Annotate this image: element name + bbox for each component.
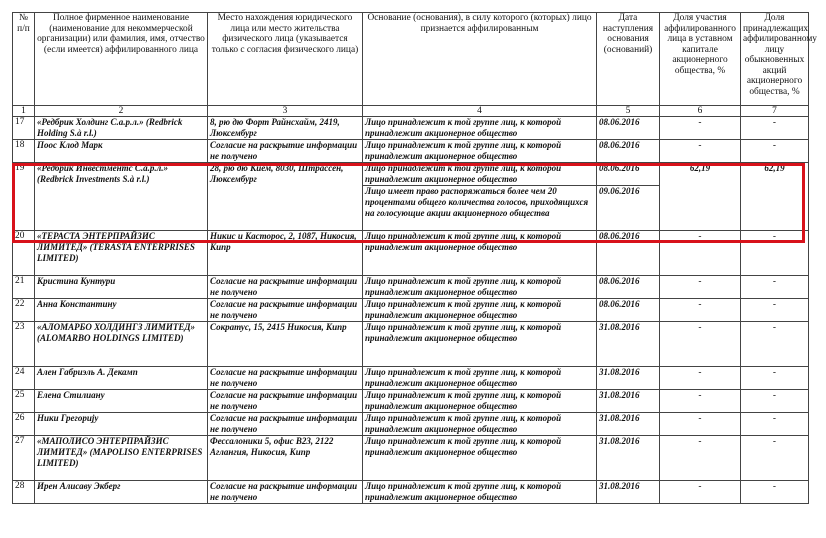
affiliate-location: Никис и Касторос, 2, 1087, Никосия, Кипр xyxy=(208,231,363,276)
affiliation-basis: Лицо принадлежит к той группе лиц, к которой принадлежит акционерное общество xyxy=(363,413,597,436)
affiliate-name: «Редбрик Холдинг С.а.р.л.» (Redbrick Holding S.à r.l.) xyxy=(35,117,208,140)
affiliation-basis: Лицо принадлежит к той группе лиц, к которой принадлежит акционерное общество xyxy=(363,481,597,504)
share-stock: 62,19 xyxy=(741,163,809,231)
basis-date: 31.08.2016 xyxy=(597,322,660,367)
affiliate-name: Ален Габриэль А. Декамп xyxy=(35,367,208,390)
affiliate-location: Согласие на раскрытие информации не получено xyxy=(208,367,363,390)
header-location: Место нахождения юридического лица или место жительства физического лица (указывается только с согласия физического лица) xyxy=(208,13,363,106)
table-row xyxy=(13,322,809,367)
header-share-capital: Доля участия аффилированного лица в уставном капитале акционерного общества, % xyxy=(660,13,741,106)
row-number: 26 xyxy=(13,413,35,436)
affiliate-location: 28, рю дю Кием, 8030, Штрассен, Люксембург xyxy=(208,163,363,231)
affiliation-basis: Лицо принадлежит к той группе лиц, к которой принадлежит акционерное общество xyxy=(363,231,597,276)
row-number: 17 xyxy=(13,117,35,140)
share-capital: - xyxy=(660,413,741,436)
header-share-stock: Доля принадлежащих аффилированному лицу обыкновенных акций акционерного общества, % xyxy=(741,13,809,106)
affiliation-basis: Лицо принадлежит к той группе лиц, к которой принадлежит акционерное общество xyxy=(363,367,597,390)
table-row xyxy=(13,163,809,186)
affiliate-location: 8, рю дю Форт Райнсхайм, 2419, Люксембург xyxy=(208,117,363,140)
basis-date: 08.06.2016 xyxy=(597,140,660,163)
share-stock: - xyxy=(741,299,809,322)
row-number: 23 xyxy=(13,322,35,367)
share-stock: - xyxy=(741,231,809,276)
share-capital: - xyxy=(660,140,741,163)
affiliate-name: Анна Константину xyxy=(35,299,208,322)
share-stock: - xyxy=(741,481,809,504)
affiliate-name: «ТЕРАСТА ЭНТЕРПРАЙЗИС ЛИМИТЕД» (TERASTA ENTERPRISES LIMITED) xyxy=(35,231,208,276)
table-row xyxy=(13,299,809,322)
column-number: 7 xyxy=(741,106,809,117)
row-number: 27 xyxy=(13,436,35,481)
share-capital: - xyxy=(660,322,741,367)
affiliate-name: Поос Клод Марк xyxy=(35,140,208,163)
row-number: 21 xyxy=(13,276,35,299)
share-capital: - xyxy=(660,481,741,504)
affiliate-location: Согласие на раскрытие информации не получено xyxy=(208,140,363,163)
column-number: 2 xyxy=(35,106,208,117)
share-capital: - xyxy=(660,117,741,140)
header-row xyxy=(13,13,809,106)
affiliate-name: Ники Грегорију xyxy=(35,413,208,436)
affiliation-basis: Лицо принадлежит к той группе лиц, к которой принадлежит акционерное общество xyxy=(363,117,597,140)
affiliate-name: «МАПОЛИСО ЭНТЕРПРАЙЗИС ЛИМИТЕД» (MAPOLISO ENTERPRISES LIMITED) xyxy=(35,436,208,481)
affiliation-basis: Лицо принадлежит к той группе лиц, к которой принадлежит акционерное общество xyxy=(363,140,597,163)
column-number-row xyxy=(13,106,809,117)
share-stock: - xyxy=(741,276,809,299)
affiliate-location: Согласие на раскрытие информации не получено xyxy=(208,299,363,322)
affiliate-location: Согласие на раскрытие информации не получено xyxy=(208,390,363,413)
affiliates-table xyxy=(12,12,817,504)
affiliate-location: Сократус, 15, 2415 Никосия, Кипр xyxy=(208,322,363,367)
header-name: Полное фирменное наименование (наименование для некоммерческой организации) или фамилия, имя, отчество (если имеется) аффилированного лица xyxy=(35,13,208,106)
affiliate-name: Кристина Кунтури xyxy=(35,276,208,299)
affiliate-name: «АЛОМАРБО ХОЛДИНГЗ ЛИМИТЕД» (ALOMARBO HOLDINGS LIMITED) xyxy=(35,322,208,367)
affiliate-location: Согласие на раскрытие информации не получено xyxy=(208,276,363,299)
affiliate-location: Фессалоники 5, офис В23, 2122 Аглангия, Никосия, Кипр xyxy=(208,436,363,481)
affiliate-name: «Редбрик Инвестментс С.а.р.л.» (Redbrick Investments S.à r.l.) xyxy=(35,163,208,231)
affiliation-basis: Лицо имеет право распоряжаться более чем 20 процентами общего количества голосов, приходящихся на голосующие акции акционерного общества xyxy=(363,186,597,231)
affiliate-location: Согласие на раскрытие информации не получено xyxy=(208,413,363,436)
share-capital: - xyxy=(660,231,741,276)
table-row xyxy=(13,481,809,504)
column-number: 6 xyxy=(660,106,741,117)
basis-date: 08.06.2016 xyxy=(597,117,660,140)
affiliate-name: Елена Стилиану xyxy=(35,390,208,413)
share-stock: - xyxy=(741,367,809,390)
share-capital: 62,19 xyxy=(660,163,741,231)
table-row xyxy=(13,117,809,140)
table-row xyxy=(13,413,809,436)
header-date: Дата наступления основания (оснований) xyxy=(597,13,660,106)
basis-date: 09.06.2016 xyxy=(597,186,660,231)
basis-date: 08.06.2016 xyxy=(597,276,660,299)
row-number: 20 xyxy=(13,231,35,276)
basis-date: 31.08.2016 xyxy=(597,481,660,504)
row-number: 28 xyxy=(13,481,35,504)
affiliation-basis: Лицо принадлежит к той группе лиц, к которой принадлежит акционерное общество xyxy=(363,163,597,186)
share-capital: - xyxy=(660,390,741,413)
share-capital: - xyxy=(660,436,741,481)
basis-date: 31.08.2016 xyxy=(597,367,660,390)
basis-date: 31.08.2016 xyxy=(597,390,660,413)
table-row xyxy=(13,390,809,413)
column-number: 4 xyxy=(363,106,597,117)
row-number: 18 xyxy=(13,140,35,163)
row-number: 22 xyxy=(13,299,35,322)
table-row xyxy=(13,367,809,390)
table-row xyxy=(13,276,809,299)
share-capital: - xyxy=(660,299,741,322)
table-row xyxy=(13,436,809,481)
share-capital: - xyxy=(660,367,741,390)
row-number: 25 xyxy=(13,390,35,413)
affiliation-basis: Лицо принадлежит к той группе лиц, к которой принадлежит акционерное общество xyxy=(363,436,597,481)
header-basis: Основание (основания), в силу которого (которых) лицо признается аффилированным xyxy=(363,13,597,106)
basis-date: 31.08.2016 xyxy=(597,413,660,436)
share-stock: - xyxy=(741,322,809,367)
basis-date: 08.06.2016 xyxy=(597,163,660,186)
share-stock: - xyxy=(741,140,809,163)
share-stock: - xyxy=(741,117,809,140)
basis-date: 08.06.2016 xyxy=(597,231,660,276)
column-number: 1 xyxy=(13,106,35,117)
affiliate-name: Ирен Алисаву Экберг xyxy=(35,481,208,504)
affiliation-basis: Лицо принадлежит к той группе лиц, к которой принадлежит акционерное общество xyxy=(363,299,597,322)
affiliate-location: Согласие на раскрытие информации не получено xyxy=(208,481,363,504)
table-row xyxy=(13,231,809,276)
table-row xyxy=(13,140,809,163)
affiliation-basis: Лицо принадлежит к той группе лиц, к которой принадлежит акционерное общество xyxy=(363,390,597,413)
affiliation-basis: Лицо принадлежит к той группе лиц, к которой принадлежит акционерное общество xyxy=(363,276,597,299)
share-stock: - xyxy=(741,413,809,436)
share-stock: - xyxy=(741,436,809,481)
header-num: № п/п xyxy=(13,13,35,106)
row-number: 19 xyxy=(13,163,35,231)
basis-date: 31.08.2016 xyxy=(597,436,660,481)
affiliation-basis: Лицо принадлежит к той группе лиц, к которой принадлежит акционерное общество xyxy=(363,322,597,367)
row-number: 24 xyxy=(13,367,35,390)
share-capital: - xyxy=(660,276,741,299)
basis-date: 08.06.2016 xyxy=(597,299,660,322)
column-number: 3 xyxy=(208,106,363,117)
column-number: 5 xyxy=(597,106,660,117)
share-stock: - xyxy=(741,390,809,413)
